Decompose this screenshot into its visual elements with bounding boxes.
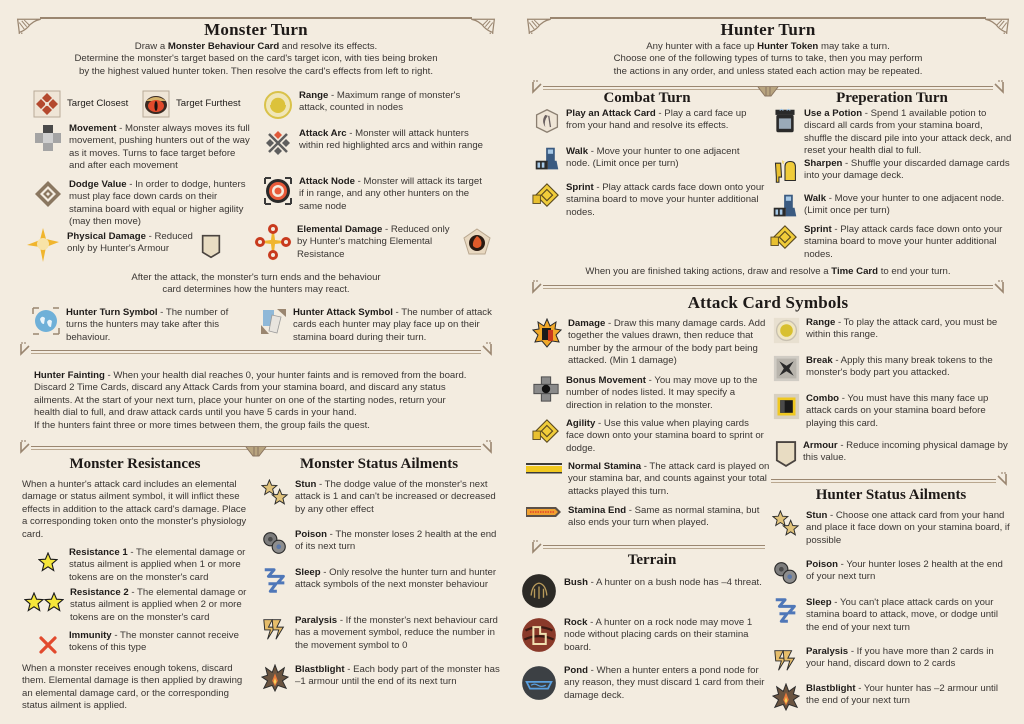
immunity-text: - The monster cannot receive tokens of this type <box>69 630 239 654</box>
attack-arc-label: Attack Arc <box>299 128 347 139</box>
rule-endcap-icon <box>993 280 1005 294</box>
blastblight-icon <box>772 683 800 711</box>
combat-turn-title: Combat Turn <box>603 90 691 106</box>
attack-arc-text: - Monster will attack hunters within red highlighted arcs and within range <box>299 128 483 152</box>
resistance-2-label: Resistance 2 <box>70 587 129 598</box>
break-text: - Apply this many break tokens to the monster's body part you attacked. <box>806 355 993 379</box>
sleep-text: - Only resolve the hunter turn and hunter attack symbols of the next monster behaviour <box>295 567 497 591</box>
attack-node-text: - Monster will attack its target if in range, and any other hunters on the same node <box>299 176 482 212</box>
sharpen-text: - Shuffle your discarded damage cards into your damage deck. <box>804 158 1010 182</box>
stun-icon <box>261 479 289 507</box>
sleep-text: - You can't place attack cards on your stamina board to attack, move, or dodge until the end of your next turn <box>806 597 998 633</box>
blastblight-icon <box>261 664 289 692</box>
range-card-symbol-item <box>773 317 1013 344</box>
stun-text: - Choose one attack card from your hand and place it face down on your stamina board, if possible <box>806 510 1010 546</box>
target-furthest-label: Target Furthest <box>176 97 241 109</box>
hunter-turn-symbol-item <box>32 307 247 344</box>
elemental-damage-label: Elemental Damage <box>297 224 383 235</box>
hunter-paralysis-item <box>772 646 1012 674</box>
stamina-end-label: Stamina End <box>568 505 627 516</box>
dodge-value-icon <box>33 179 63 209</box>
rule-endcap-icon <box>531 280 543 294</box>
hunter-fainting-rules <box>34 370 474 432</box>
prep-walk-item <box>772 193 1012 219</box>
paralysis-icon <box>261 615 289 643</box>
section-divider <box>543 545 765 549</box>
rule-endcap-icon <box>481 342 493 356</box>
rule-endcap-icon <box>19 440 31 454</box>
intro-text: may take a turn. <box>818 41 890 52</box>
agility-symbol-item <box>532 418 768 455</box>
armour-text: - Reduce incoming physical damage by this value. <box>803 440 1008 464</box>
attack-arc-icon <box>263 128 293 158</box>
hunter-status-ailments-title: Hunter Status Ailments <box>815 487 967 503</box>
physical-damage-label: Physical Damage <box>67 231 146 242</box>
range-icon <box>773 317 800 344</box>
paralysis-icon <box>772 646 800 674</box>
poison-label: Poison <box>295 529 327 540</box>
combo-text: - You must have this many face up attack cards on your stamina board before playing this card. <box>806 393 989 429</box>
damage-text: - Draw this many damage cards. Add together the values drawn, then reduce that number by the armour of the body part being attacked. (Min 1 damage) <box>568 318 766 367</box>
walk-icon <box>534 146 560 172</box>
armour-icon <box>775 440 797 468</box>
hunter-turn-icon <box>32 307 60 335</box>
paralysis-text: - If you have more than 2 cards in your hand, discard down to 2 cards <box>806 646 994 670</box>
pond-terrain-item <box>521 665 767 702</box>
sleep-label: Sleep <box>295 567 321 578</box>
target-closest-label: Target Closest <box>67 97 129 109</box>
bonus-movement-symbol-item <box>532 375 768 412</box>
normal-stamina-icon <box>526 462 562 474</box>
walk-label: Walk <box>804 193 827 204</box>
break-symbol-item <box>773 355 1013 382</box>
after-attack-line: After the attack, the monster's turn ends and the behaviour <box>131 272 381 283</box>
rock-terrain-item <box>521 617 767 654</box>
range-icon <box>263 90 293 120</box>
bush-terrain-item <box>521 573 767 609</box>
stun-icon <box>772 510 800 538</box>
agility-label: Agility <box>566 418 596 429</box>
intro-text: and resolve its effects. <box>279 41 378 52</box>
normal-stamina-label: Normal Stamina <box>568 461 642 472</box>
hunter-stun-item <box>772 510 1012 547</box>
immunity-item <box>33 630 255 660</box>
hunter-attack-symbol-item <box>259 307 499 344</box>
elemental-damage-text: - Reduced only by Hunter's matching Elemental Resistance <box>297 224 450 260</box>
sprint-text: - Play attack cards face down onto your stamina board to move your hunter additional nodes. <box>804 224 1003 260</box>
armour-label: Armour <box>803 440 838 451</box>
resistance-1-text: - The elemental damage or status ailment is applied when 1 or more tokens are on the monster's card <box>69 547 246 583</box>
movement-icon <box>33 123 63 153</box>
hunter-blastblight-item <box>772 683 1012 711</box>
play-attack-card-label: Play an Attack Card <box>566 108 656 119</box>
sprint-label: Sprint <box>804 224 832 235</box>
bush-text: - A hunter on a bush node has –4 threat. <box>587 577 762 588</box>
target-closest-item <box>33 90 128 118</box>
agility-icon <box>532 418 560 446</box>
after-attack-note <box>100 272 412 297</box>
monster-behaviour-card-term: Monster Behaviour Card <box>167 41 280 52</box>
damage-label: Damage <box>568 318 606 329</box>
rule-endcap-icon <box>996 472 1008 486</box>
walk-text: - Move your hunter to one adjacent node. (Limit once per turn) <box>804 193 1005 217</box>
attack-card-symbols-title: Attack Card Symbols <box>687 293 849 312</box>
bonus-movement-label: Bonus Movement <box>566 375 646 386</box>
rule-endcap-icon <box>481 440 493 454</box>
prep-sprint-item <box>770 224 1012 261</box>
sprint-icon <box>532 182 560 210</box>
terrain-title: Terrain <box>627 552 677 568</box>
elemental-damage-symbol-item <box>253 222 453 262</box>
target-furthest-icon <box>142 90 170 118</box>
poison-text: - Your hunter loses 2 health at the end of your next turn <box>806 559 1003 583</box>
hunter-turn-symbol-text: - The number of turns the hunters may take after this behaviour. <box>66 307 229 343</box>
end-turn-note <box>532 266 1004 278</box>
range-text: - To play the attack card, you must be within this range. <box>806 317 998 341</box>
poison-text: - The monster loses 2 health at the end of its next turn <box>295 529 497 553</box>
rock-text: - A hunter on a rock node may move 1 node without placing cards on their stamina board. <box>564 617 753 653</box>
play-attack-card-text: - Play a card face up from your hand and resolve its effects. <box>566 108 747 132</box>
right-page <box>512 0 1024 724</box>
target-furthest-item <box>142 90 241 118</box>
paralysis-label: Paralysis <box>295 615 338 626</box>
fire-resistance-token-icon <box>463 228 491 256</box>
poison-icon <box>261 529 289 557</box>
attack-node-icon <box>263 176 293 206</box>
monster-paralysis-item <box>261 615 501 652</box>
dodge-value-label: Dodge Value <box>69 179 127 190</box>
resistance-2-item <box>24 587 253 624</box>
poison-icon <box>772 559 800 587</box>
monster-status-ailments-title: Monster Status Ailments <box>299 456 459 472</box>
hunter-turn-title: Hunter Turn <box>720 20 816 39</box>
resistance-1-label: Resistance 1 <box>69 547 128 558</box>
monster-blastblight-item <box>261 664 501 692</box>
intro-line: the actions in any order, and unless stated each action may be repeated. <box>613 65 923 77</box>
walk-icon <box>772 193 798 219</box>
movement-text: - Monster always moves its full movement, pushing hunters out of the way as it moves. Turns to face target before and after each movement <box>69 123 250 172</box>
normal-stamina-text: - The attack card is played on your stamina bar, and counts against your total attacks played this turn. <box>568 461 770 497</box>
monster-sleep-item <box>261 567 501 595</box>
preparation-turn-title: Preperation Turn <box>836 90 948 106</box>
hunter-turn-intro <box>532 41 1004 78</box>
time-card-term: Time Card <box>831 266 879 277</box>
monster-turn-intro <box>20 41 492 78</box>
stamina-end-symbol-item <box>526 505 770 530</box>
section-divider <box>31 350 481 354</box>
hunter-attack-cards-icon <box>259 307 287 335</box>
range-text: - Maximum range of monster's attack, counted in nodes <box>299 90 461 114</box>
immunity-x-icon <box>33 630 63 660</box>
hunter-fainting-text: - When your health dial reaches 0, your hunter faints and is removed from the board. Discard 2 Time Cards, discard any Attack Cards from your stamina board, and discard any status ailments. At the start of your next turn, place your hunter on one of the starting nodes, return your health dial to full, and draw attack cards until you have 5 cards in your hand. <box>34 370 467 419</box>
range-symbol-item <box>263 90 483 120</box>
use-potion-text: - Spend 1 available potion to discard all cards from your stamina board, shuffle the discard pile into your attack deck, and reset your health dial to full. <box>804 108 1012 157</box>
rock-node-icon <box>521 617 557 653</box>
monster-resistances-title: Monster Resistances <box>69 456 201 472</box>
elemental-damage-icon <box>253 222 293 262</box>
pond-text: - When a hunter enters a pond node for any reason, they must discard 1 card from their damage deck. <box>564 665 765 701</box>
sharpen-icon <box>772 158 798 184</box>
dodge-value-symbol-item <box>33 179 253 229</box>
attack-node-label: Attack Node <box>299 176 355 187</box>
sharpen-item <box>772 158 1012 184</box>
physical-damage-symbol-item <box>25 231 225 263</box>
hunter-attack-symbol-text: - The number of attack cards each hunter may play face up on their stamina board during their turn. <box>293 307 492 343</box>
armour-icon <box>201 234 221 259</box>
combo-label: Combo <box>806 393 840 404</box>
hunter-poison-item <box>772 559 1012 587</box>
two-stars-icon <box>24 587 64 617</box>
monster-resistances-outro: When a monster receives enough tokens, discard them. Elemental damage is then applied by drawing an elemental damage card, or the corresponding status ailment is applied. <box>22 663 243 712</box>
stamina-end-text: - Same as normal stamina, but also ends your turn when played. <box>568 505 760 529</box>
sprint-icon <box>770 224 798 252</box>
bonus-movement-icon <box>532 375 560 403</box>
end-turn-text: When you are finished taking actions, draw and resolve a <box>585 266 832 277</box>
combo-symbol-item <box>773 393 1013 430</box>
sleep-label: Sleep <box>806 597 832 608</box>
sleep-icon <box>261 567 289 595</box>
attack-arc-symbol-item <box>263 128 483 158</box>
sprint-text: - Play attack cards face down onto your stamina board to move your hunter additional nodes. <box>566 182 765 218</box>
stun-text: - The dodge value of the monster's next attack is 1 and can't be increased or decreased by any other effect <box>295 479 496 515</box>
monster-turn-title: Monster Turn <box>204 20 308 39</box>
bonus-movement-text: - You may move up to the number of nodes listed. It may specify a direction in relation to the monster. <box>566 375 758 411</box>
hunter-sleep-item <box>772 597 1012 634</box>
damage-icon <box>532 318 562 348</box>
use-potion-label: Use a Potion <box>804 108 863 119</box>
potion-icon <box>772 108 798 134</box>
blastblight-label: Blastblight <box>806 683 856 694</box>
hunter-turn-symbol-label: Hunter Turn Symbol <box>66 307 158 318</box>
intro-line: Choose one of the following types of turns to take, then you may perform <box>613 53 923 65</box>
rule-endcap-icon <box>19 342 31 356</box>
monster-poison-item <box>261 529 501 557</box>
resistance-2-text: - The elemental damage or status ailment is applied when 2 or more tokens are on the monster's card <box>70 587 247 623</box>
section-divider <box>771 479 996 483</box>
target-closest-icon <box>33 90 61 118</box>
use-potion-item <box>772 108 1012 158</box>
immunity-label: Immunity <box>69 630 112 641</box>
monster-stun-item <box>261 479 501 516</box>
intro-text: Draw a <box>134 41 168 52</box>
attack-node-symbol-item <box>263 176 485 213</box>
hunter-attack-symbol-label: Hunter Attack Symbol <box>293 307 393 318</box>
normal-stamina-symbol-item <box>526 461 770 498</box>
hunter-token-term: Hunter Token <box>757 41 819 52</box>
combat-walk-item <box>534 146 766 172</box>
paralysis-text: - If the monster's next behaviour card has a movement symbol, reduce the number in the movement symbol to 0 <box>295 615 498 651</box>
range-label: Range <box>299 90 329 101</box>
intro-line: Determine the monster's target based on the card's target icon, with ties being broken <box>74 53 438 65</box>
armour-symbol-item <box>775 440 1013 468</box>
dodge-value-text: - In order to dodge, hunters must play face down cards on their stamina board with equal or higher agility (may then move) <box>69 179 246 228</box>
resistance-1-item <box>33 547 253 584</box>
movement-symbol-item <box>33 123 253 173</box>
combo-icon <box>773 393 800 420</box>
stamina-end-icon <box>526 506 562 518</box>
pond-label: Pond <box>564 665 588 676</box>
attack-card-icon <box>534 108 560 134</box>
pond-node-icon <box>521 665 557 701</box>
stun-label: Stun <box>806 510 828 521</box>
blastblight-text: - Your hunter has –2 armour until the end of your next turn <box>806 683 998 707</box>
combat-sprint-item <box>532 182 766 219</box>
physical-damage-text: - Reduced only by Hunter's Armour <box>67 231 193 255</box>
break-label: Break <box>806 355 833 366</box>
range-label: Range <box>806 317 836 328</box>
hunter-fainting-label: Hunter Fainting <box>34 370 105 381</box>
intro-text: Any hunter with a face up <box>646 41 758 52</box>
movement-label: Movement <box>69 123 117 134</box>
poison-label: Poison <box>806 559 838 570</box>
walk-text: - Move your hunter to one adjacent node. (Limit once per turn) <box>566 146 740 170</box>
play-attack-card-item <box>534 108 766 134</box>
end-turn-text: to end your turn. <box>878 266 951 277</box>
sharpen-label: Sharpen <box>804 158 843 169</box>
sleep-icon <box>772 597 800 625</box>
physical-damage-icon <box>25 227 61 263</box>
walk-label: Walk <box>566 146 589 157</box>
blastblight-text: - Each body part of the monster has –1 armour until the end of its next turn <box>295 664 500 688</box>
bush-label: Bush <box>564 577 588 588</box>
bush-node-icon <box>521 573 557 609</box>
sprint-label: Sprint <box>566 182 594 193</box>
monster-resistances-intro: When a hunter's attack card includes an elemental damage or status ailment symbol, it will inflict these effects in addition to the attack card's damage. Place a corresponding token onto the monster's physiology card. <box>22 479 247 540</box>
paralysis-label: Paralysis <box>806 646 849 657</box>
after-attack-line: card determines how the hunters may react. <box>162 284 350 296</box>
break-icon <box>773 355 800 382</box>
section-divider <box>543 285 993 289</box>
rock-label: Rock <box>564 617 588 628</box>
intro-line: by the highest valued hunter token. Then resolve the card's effects from left to right. <box>79 65 433 77</box>
hunter-fainting-last-line: If the hunters faint three or more times between them, the group fails the quest. <box>34 419 370 431</box>
damage-symbol-item <box>532 318 768 368</box>
blastblight-label: Blastblight <box>295 664 345 675</box>
agility-text: - Use this value when playing cards face down onto your stamina board to sprint or dodge. <box>566 418 764 454</box>
one-star-icon <box>33 547 63 577</box>
stun-label: Stun <box>295 479 317 490</box>
